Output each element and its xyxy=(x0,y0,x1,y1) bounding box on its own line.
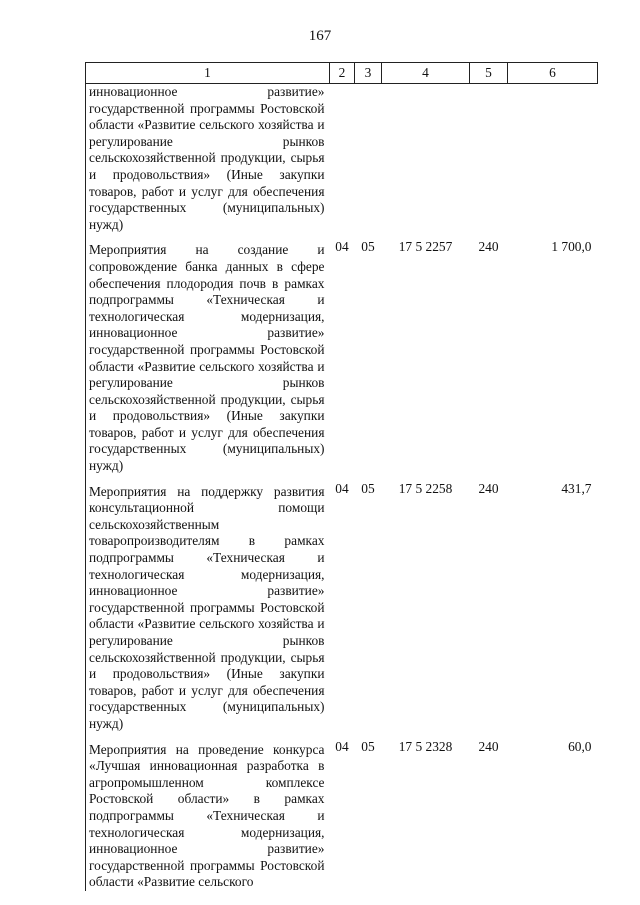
column-header: 1 xyxy=(86,63,330,84)
column-header: 5 xyxy=(470,63,508,84)
row-description: Мероприятия на проведение конкурса «Лучшая инновационная разработка в агропромышленном комплексе Ростовской области» в рамках подпрограммы «Техническая и технологическая модернизация, инновационное развитие» государственной программы Ростовской области «Развитие сельского xyxy=(86,739,330,891)
subsection-code: 05 xyxy=(361,738,375,754)
row-description: Мероприятия на создание и сопровождение банка данных в сфере обеспечения плодородия почв в рамках подпрограммы «Техническая и технологическая модернизация, инновационное развитие» государственной программы Ростовской области «Развитие сельского хозяйства и регулирование рынков сельскохозяйственной продукции, сырья и продовольствия» (Иные закупки товаров, работ и услуг для обеспечения государственных (муниципальных) нужд) xyxy=(86,239,330,480)
expense-type-code: 240 xyxy=(478,480,499,496)
page-number: 167 xyxy=(308,28,332,44)
amount: 1 700,0 xyxy=(551,239,592,255)
row-description: Мероприятия на поддержку развития консультационной помощи сельскохозяйственным товаропроизводителям в рамках подпрограммы «Техническая и технологическая модернизация, инновационное развитие» государственной программы Ростовской области «Развитие сельского хозяйства и регулирование рынков сельскохозяйственной продукции, сырья и продовольствия» (Иные закупки товаров, работ и услуг для обеспечения государственных (муниципальных) нужд) xyxy=(86,481,330,739)
section-code: 04 xyxy=(335,480,349,496)
budget-table xyxy=(85,62,598,891)
expense-type-code xyxy=(470,84,508,240)
expense-type-code: 240 xyxy=(478,738,499,754)
table-row xyxy=(86,239,598,480)
column-header: 4 xyxy=(382,63,470,84)
table-row xyxy=(86,84,598,240)
subsection-code xyxy=(355,84,382,240)
column-header: 2 xyxy=(330,63,355,84)
table-row xyxy=(86,739,598,891)
table-header-row xyxy=(86,63,598,84)
subsection-code: 05 xyxy=(361,239,375,255)
amount: 60,0 xyxy=(568,738,592,754)
table-row xyxy=(86,481,598,739)
target-article-code: 17 5 2257 xyxy=(398,239,453,255)
expense-type-code: 240 xyxy=(478,239,499,255)
target-article-code: 17 5 2328 xyxy=(398,738,453,754)
section-code: 04 xyxy=(335,239,349,255)
section-code xyxy=(330,84,355,240)
column-header: 3 xyxy=(355,63,382,84)
amount: 431,7 xyxy=(561,480,592,496)
section-code: 04 xyxy=(335,738,349,754)
target-article-code xyxy=(382,84,470,240)
row-description: инновационное развитие» государственной программы Ростовской области «Развитие сельского хозяйства и регулирование рынков сельскохозяйственной продукции, сырья и продовольствия» (Иные закупки товаров, работ и услуг для обеспечения государственных (муниципальных) нужд) xyxy=(86,84,330,240)
column-header: 6 xyxy=(508,63,598,84)
amount xyxy=(508,84,598,240)
target-article-code: 17 5 2258 xyxy=(398,480,453,496)
subsection-code: 05 xyxy=(361,480,375,496)
